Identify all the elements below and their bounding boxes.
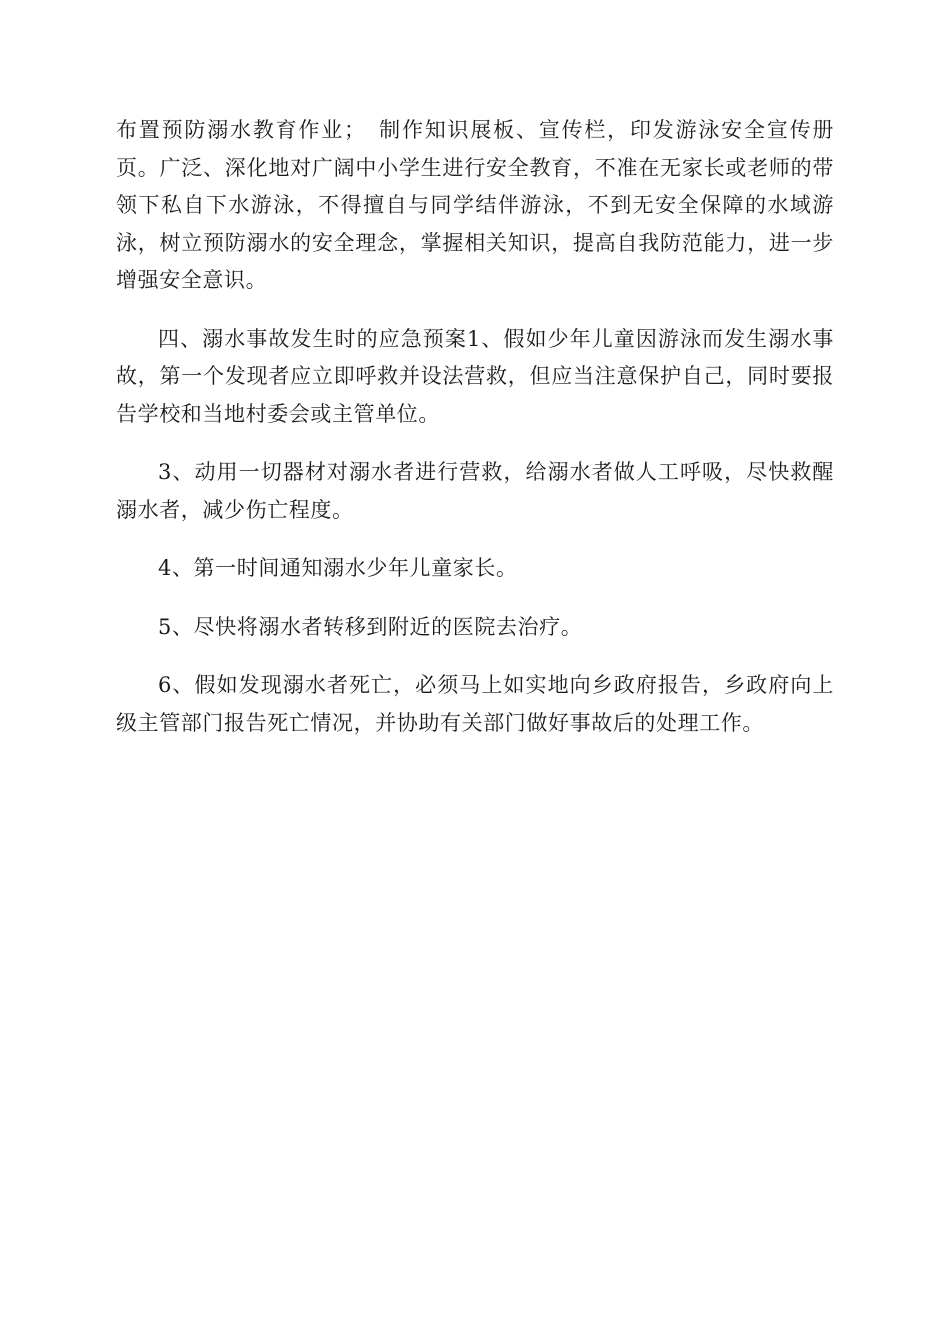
paragraph-education-measures: 布置预防溺水教育作业； 制作知识展板、宣传栏，印发游泳安全宣传册页。广泛、深化地对广阔中小学生进行安全教育，不准在无家长或老师的带领下私自下水游泳，不得擅自与同学结伴游泳，不到无安全保障的水域游泳，树立预防溺水的安全理念，掌握相关知识，提高自我防范能力，进一步增强安全意识。 — [116, 118, 834, 292]
document-body — [116, 112, 834, 763]
paragraph-emergency-plan: 四、溺水事故发生时的应急预案1、假如少年儿童因游泳而发生溺水事故，第一个发现者应立即呼救并设法营救，但应当注意保护自己，同时要报告学校和当地村委会或主管单位。 — [116, 326, 834, 426]
paragraph-report-death: 6、假如发现溺水者死亡，必须马上如实地向乡政府报告，乡政府向上级主管部门报告死亡情况，并协助有关部门做好事故后的处理工作。 — [116, 673, 834, 735]
paragraph-hospital: 5、尽快将溺水者转移到附近的医院去治疗。 — [158, 614, 583, 639]
paragraph-rescue: 3、动用一切器材对溺水者进行营救，给溺水者做人工呼吸，尽快救醒溺水者，减少伤亡程度。 — [116, 460, 834, 522]
paragraph-notify-parents: 4、第一时间通知溺水少年儿童家长。 — [158, 556, 518, 580]
